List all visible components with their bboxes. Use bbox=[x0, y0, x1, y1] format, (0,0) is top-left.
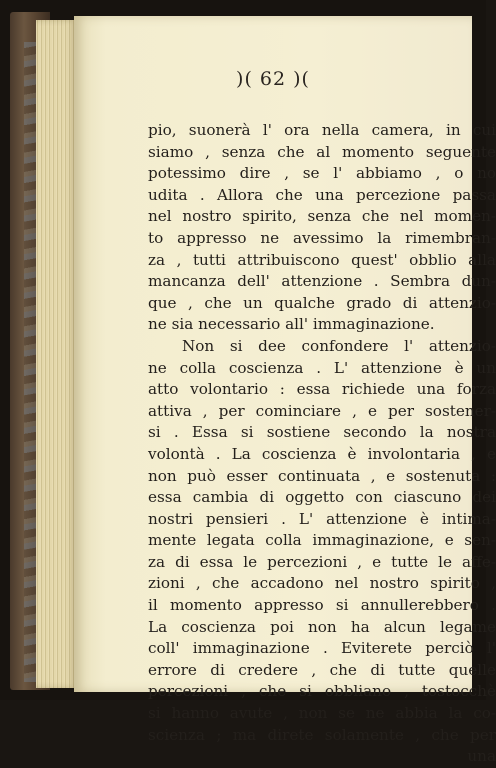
text-line: mancanza dell' attenzione . Sembra dun- bbox=[148, 272, 496, 291]
text-line: percezioni , che si obbliano , tostocchè bbox=[148, 682, 496, 701]
text-line: nel nostro spirito, senza che nel momen- bbox=[148, 207, 496, 226]
text-line: ne colla coscienza . L' attenzione è un bbox=[148, 358, 496, 377]
text-line: za , tutti attribuiscono quest' obblio alla bbox=[148, 250, 496, 269]
catchword: una bbox=[467, 747, 496, 766]
text-line: pio, suonerà l' ora nella camera, in cui bbox=[148, 121, 496, 139]
text-line: za di essa le percezioni , e tutte le affe- bbox=[148, 552, 496, 571]
text-line: to appresso ne avessimo la rimembran- bbox=[148, 228, 496, 247]
text-line: essa cambia di oggetto con ciascuno dei bbox=[148, 488, 496, 507]
text-line: si hanno avute , non se ne abbia la co- bbox=[148, 704, 496, 723]
text-line: attiva , per cominciare , e per sostener- bbox=[148, 401, 496, 420]
page-edges bbox=[36, 20, 76, 688]
text-line: nostri pensieri . L' attenzione è intima- bbox=[148, 509, 496, 528]
page-number: )( 62 )( bbox=[236, 68, 310, 90]
text-line: si . Essa si sostiene secondo la nostra bbox=[148, 423, 496, 442]
text-line: errore di credere , che di tutte quelle bbox=[148, 660, 496, 679]
book-page bbox=[74, 16, 496, 766]
text-line: La coscienza poi non ha alcun legame bbox=[148, 617, 496, 636]
text-line: non può esser continuata , e sostenuta : bbox=[148, 466, 496, 485]
text-line: siamo , senza che al momento seguente bbox=[148, 142, 496, 161]
text-line: volontà . La coscienza è involontaria , e bbox=[148, 444, 496, 463]
body-text bbox=[148, 120, 496, 768]
text-line: il momento appresso si annullerebbero . bbox=[148, 596, 496, 615]
text-line: ne sia necessario all' immaginazione. bbox=[148, 315, 435, 334]
text-line: zioni , che accadono nel nostro spirito , bbox=[148, 574, 496, 593]
text-line: coll' immaginazione . Eviterete perciò l' bbox=[148, 639, 496, 658]
text-line: que , che un qualche grado di attenzio- bbox=[148, 293, 496, 312]
text-line: mente legata colla immaginazione, e sen- bbox=[148, 531, 496, 550]
text-line: scienza ; ma direte solamente , che per bbox=[148, 725, 496, 744]
text-line: udita . Allora che una percezione passa bbox=[148, 185, 496, 204]
text-line: atto volontario : essa richiede una forza bbox=[148, 380, 496, 399]
text-line: potessimo dire , se l' abbiamo , o no bbox=[148, 164, 496, 183]
text-line: Non si dee confondere l' attenzio- bbox=[182, 336, 496, 355]
